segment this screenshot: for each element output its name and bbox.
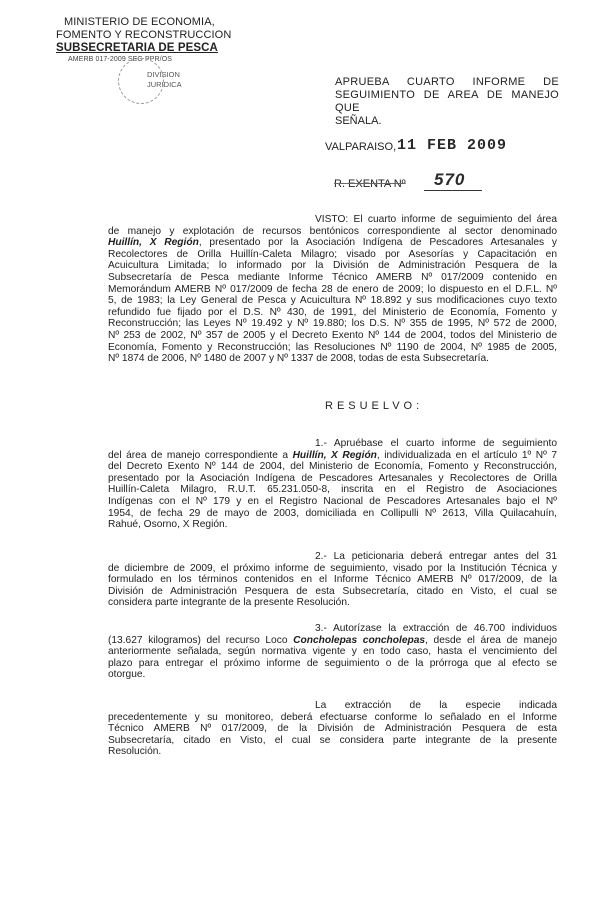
point-1-line: Rahué, Osorno, X Región.	[108, 519, 228, 531]
point-4-line: La extracción de la especie indicada	[315, 700, 557, 711]
visto-line: Recolectores de Orilla Huillín-Caleta Milagro; visado por Asesorías y Capacitación en	[108, 248, 557, 260]
ministry-line-1: MINISTERIO DE ECONOMIA,	[64, 16, 215, 28]
point-1-line: presentado por la Asociación Indígena de Pescadores Artesanales y Recolectores de Orilla	[108, 472, 557, 484]
ministry-header	[56, 16, 236, 64]
resolution-point-3	[108, 623, 557, 681]
point-1-line: Indígenas con el Nº 179 y en el Registro Nacional de Pescadores Artesanales bajo el Nº	[108, 495, 557, 507]
reference-code: AMERB 017-2009 SEG PPR/OS	[68, 56, 173, 63]
point-2-line: formulado en los términos contenidos en el Informe Técnico AMERB Nº 017/2009, de la	[108, 574, 557, 586]
resuelvo-heading: RESUELVO:	[325, 400, 424, 412]
visto-line: VISTO: El cuarto informe de seguimiento del área	[315, 214, 557, 225]
point-1-line: Huillín-Caleta Milagro, R.U.T. 65.231.050-8, inscrita en el Registro de Asociaciones	[108, 484, 557, 496]
title-line-3: SEÑALA.	[335, 115, 382, 127]
point-3-line: 3.- Autorízase la extracción de 46.700 individuos	[315, 623, 557, 634]
resolution-point-4	[108, 700, 557, 758]
visto-line: Nº 1874 de 2006, Nº 1480 de 2007 y Nº 1337 de 2008, todas de esta Subsecretaría.	[108, 353, 490, 365]
visto-line: de manejo y explotación de recursos bentónicos correspondiente al sector denominado	[108, 225, 557, 237]
point-3-line: anteriormente señalada, según normativa vigente y en todo caso, hasta el vencimiento del	[108, 646, 557, 658]
resolution-number: 570	[434, 170, 466, 189]
point-1-line: 1.- Apruébase el cuarto informe de seguimiento	[315, 438, 557, 449]
document-title	[335, 76, 559, 128]
point-4-line: Técnico AMERB Nº 017/2009, de la División de Administración Pesquera de esta	[108, 723, 557, 735]
point-4-line: Resolución.	[108, 746, 162, 758]
visto-line: Reconstrucción; las Leyes Nº 19.492 y Nº 19.880; los D.S. Nº 355 de 1995, Nº 572 de 2000,	[108, 318, 557, 330]
point-1-line: del Decreto Exento Nº 144 de 2004, del Ministerio de Economía, Fomento y Reconstrucción,	[108, 461, 557, 473]
visto-line: refundido fue fijado por el D.S. Nº 430, de 1991, del Ministerio de Economía, Fomento y	[108, 306, 557, 318]
point-2-line: 2.- La peticionaria deberá entregar antes del 31	[315, 551, 557, 562]
title-line-1: APRUEBA CUARTO INFORME DE	[335, 76, 559, 88]
visto-line: Acuicultura Limitada; lo informado por la División de Administración Pesquera de la	[108, 260, 557, 272]
point-2-line: considera parte integrante de la presente Resolución.	[108, 597, 350, 609]
resolution-point-1	[108, 438, 557, 531]
point-3-line: plazo para entregar el próximo informe de seguimiento o de la prórroga que al efecto se	[108, 657, 557, 669]
stamp-division-label: DIVISION	[147, 70, 180, 79]
resolution-label: R. EXENTA Nº	[334, 178, 406, 190]
visto-line: Economía, Fomento y Reconstrucción; las Resoluciones Nº 1190 de 2004, Nº 1985 de 2005,	[108, 341, 557, 353]
point-3-line: (13.627 kilogramos) del recurso Loco Concholepas concholepas, desde el área de manejo	[108, 634, 557, 646]
visto-line: Subsecretaría de Pesca mediante Informe Técnico AMERB Nº 017/2009 contenido en	[108, 271, 557, 283]
stamp-juridica-label: JURIDICA	[147, 80, 182, 89]
visto-line: Nº 253 de 2002, Nº 357 de 2005 y el Decreto Exento Nº 144 de 2004, todos del Ministerio de	[108, 329, 557, 341]
title-line-2: SEGUIMIENTO DE AREA DE MANEJO QUE	[335, 89, 559, 114]
point-3-line: otorgue.	[108, 669, 146, 681]
point-2-line: de diciembre de 2009, el próximo informe de seguimiento, visado por la Institución Técnica y	[108, 562, 557, 574]
visto-line: Huillín, X Región, presentado por la Asociación Indígena de Pescadores Artesanales y	[108, 237, 557, 249]
point-2-line: División de Administración Pesquera de esta Subsecretaría, citado en Visto, el cual se	[108, 585, 557, 597]
resolution-point-2	[108, 551, 557, 609]
point-1-line: del área de manejo correspondiente a Huillín, X Región, individualizada en el artículo 1º Nº 7	[108, 449, 557, 461]
point-4-line: precedentemente y su monitoreo, deberá efectuarse conforme lo señalado en el Informe	[108, 711, 557, 723]
date-stamp: 11 FEB 2009	[397, 137, 508, 154]
point-4-line: Subsecretaría, citado en Visto, el cual se considera parte integrante de la presente	[108, 734, 557, 746]
visto-line: Memorándum AMERB Nº 017/2009 de fecha 28 de enero de 2009; lo dispuesto en el D.F.L. Nº	[108, 283, 557, 295]
visto-line: 5, de 1983; la Ley General de Pesca y Acuicultura Nº 18.892 y sus modificaciones cuyo texto	[108, 295, 557, 307]
subsecretaria-line: SUBSECRETARIA DE PESCA	[56, 42, 218, 54]
visto-paragraph	[108, 214, 557, 365]
resolution-number-underline	[424, 190, 482, 191]
point-1-line: 1954, de fecha 29 de mayo de 2003, domiciliada en Collipulli Nº 2613, Villa Quilacahuín,	[108, 507, 557, 519]
ministry-line-2: FOMENTO Y RECONSTRUCCION	[56, 29, 232, 41]
date-label: VALPARAISO,	[325, 141, 397, 153]
